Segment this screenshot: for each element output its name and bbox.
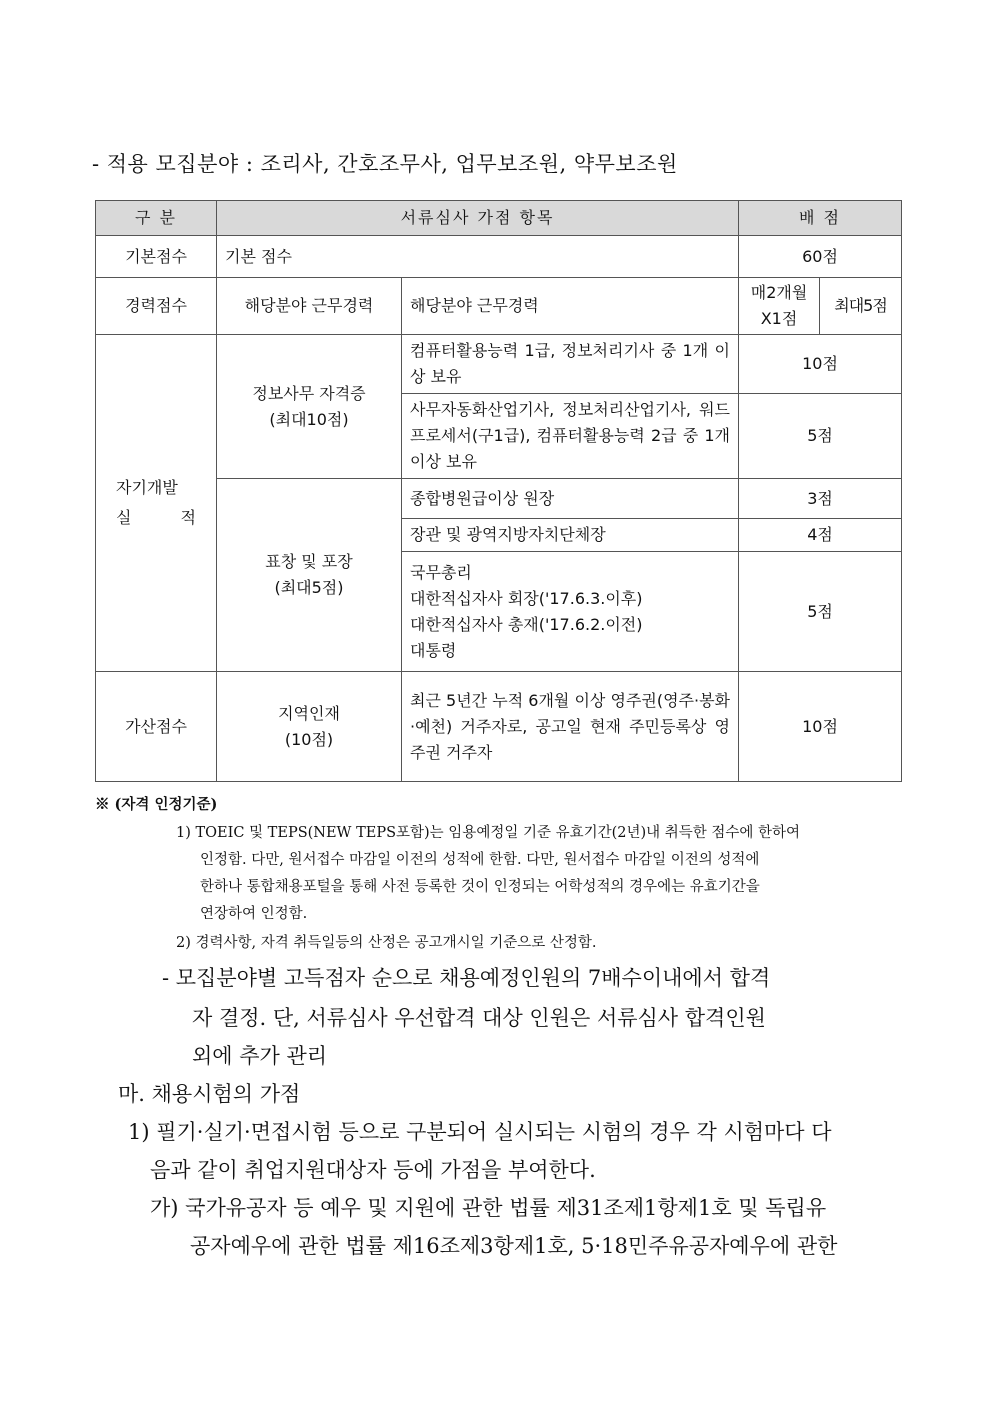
table-row [96,672,902,782]
bonus-group [217,672,402,782]
award-score: 5점 [739,552,902,672]
note-item-1: 1) TOEIC 및 TEPS(NEW TEPS포함)는 임용예정일 기준 유효기간(2년)내 취득한 점수에 한하여 인정함. 다만, 원서접수 마감일 이전의 성적에 한함. 다만, 원서접수 마감일 이전의 성적에 한하나 통합채용포털을 통해 사전 등록한 것이 인정되는 어학성적의 경우에는 유효기간을 연장하여 인정함. [176,825,801,922]
body-line: 외에 추가 관리 [192,1044,328,1068]
header-item: 서류심사 가점 항목 [217,201,739,236]
bonus-title: 지역인재 [278,703,340,723]
award-group [217,479,402,672]
section-subheading: 마. 채용시험의 가점 [118,1082,301,1106]
score-table [95,200,902,782]
career-score-rate: 매2개월 X1점 [739,278,820,335]
career-item-1: 해당분야 근무경력 [217,278,402,335]
bonus-score: 10점 [739,672,902,782]
self-category: 자기개발 실 적 [96,335,217,672]
award-desc-multi: 국무총리 대한적십자사 회장('17.6.3.이후) 대한적십자사 총재('17.6.2.이전) 대통령 [402,552,739,672]
table-row [96,278,902,335]
header-score: 배 점 [739,201,902,236]
body-line: 1) 필기·실기·면접시험 등으로 구분되어 실시되는 시험의 경우 각 시험마다 다 [128,1120,832,1144]
cert-desc: 컴퓨터활용능력 1급, 정보처리기사 중 1개 이상 보유 [402,335,739,394]
award-desc: 종합병원급이상 원장 [402,479,739,519]
cert-desc: 사무자동화산업기사, 정보처리산업기사, 워드프로세서(구1급), 컴퓨터활용능력 2급 중 1개 이상 보유 [402,394,739,479]
notes-title: ※ (자격 인정기준) [95,796,218,813]
body-line: 가) 국가유공자 등 예우 및 지원에 관한 법률 제31조제1항제1호 및 독립유 [150,1196,827,1220]
table-header-row [96,201,902,236]
cert-score: 10점 [739,335,902,394]
table-row [96,479,902,519]
body-line: 음과 같이 취업지원대상자 등에 가점을 부여한다. [150,1158,596,1182]
body-line: 자 결정. 단, 서류심사 우선합격 대상 인원은 서류심사 합격인원 [192,1006,766,1030]
cert-group [217,335,402,479]
award-title: 표창 및 포장 [265,552,353,571]
table-row [96,236,902,278]
cert-max: (최대10점) [269,409,349,429]
cert-title: 정보사무 자격증 [252,383,366,403]
career-item-2: 해당분야 근무경력 [402,278,739,335]
note-item-2: 2) 경력사항, 자격 취득일등의 산정은 공고개시일 기준으로 산정함. [176,935,597,951]
award-max: (최대5점) [274,578,344,597]
award-desc: 장관 및 광역지방자치단체장 [402,519,739,552]
bonus-max: (10점) [284,729,334,749]
body-line: 공자예우에 관한 법률 제16조제3항제1호, 5·18민주유공자예우에 관한 [190,1234,838,1258]
cert-score: 5점 [739,394,902,479]
bonus-desc: 최근 5년간 누적 6개월 이상 영주권(영주·봉화·예천) 거주자로, 공고일 현재 주민등록상 영주권 거주자 [402,672,739,782]
basic-category: 기본점수 [96,236,217,278]
bonus-category: 가산점수 [96,672,217,782]
table-row [96,335,902,394]
award-score: 3점 [739,479,902,519]
career-category: 경력점수 [96,278,217,335]
award-score: 4점 [739,519,902,552]
header-category: 구 분 [96,201,217,236]
body-line: - 모집분야별 고득점자 순으로 채용예정인원의 7배수이내에서 합격 [162,966,771,990]
basic-item: 기본 점수 [217,236,739,278]
career-score-max: 최대5점 [820,278,902,335]
section-heading: - 적용 모집분야 : 조리사, 간호조무사, 업무보조원, 약무보조원 [92,152,678,176]
basic-score: 60점 [739,236,902,278]
